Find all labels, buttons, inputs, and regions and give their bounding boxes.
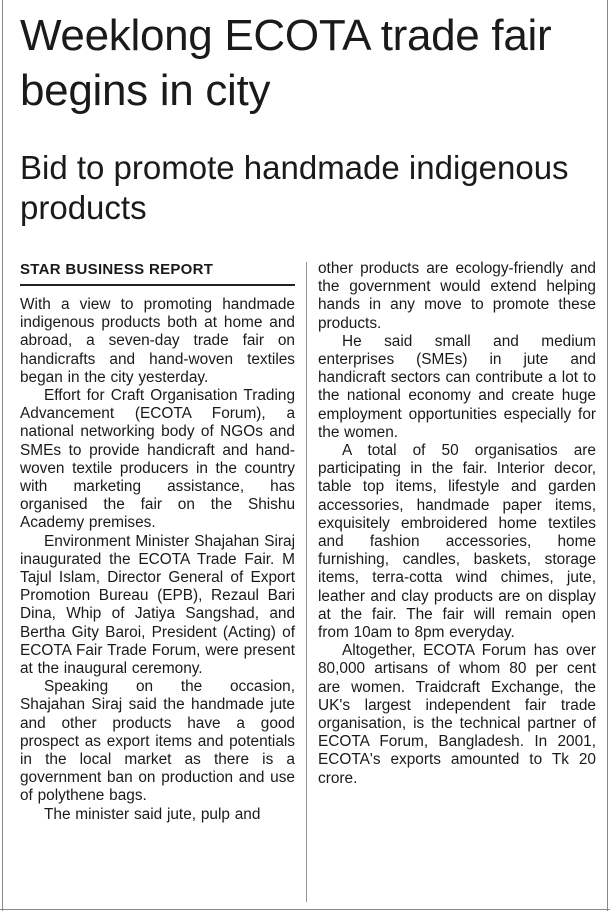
paragraph: Speaking on the occasion, Shajahan Siraj said the handmade jute and other products have a good prospect as export items and potentials in the local market as there is a government ban on production and use of polythene bags. — [20, 678, 295, 805]
page-border-left — [2, 0, 3, 911]
page-border-right — [607, 0, 608, 911]
page-border-bottom — [0, 909, 610, 910]
paragraph: Altogether, ECOTA Forum has over 80,000 artisans of whom 80 per cent are women. Traidcraft Exchange, the UK's largest independent fair trade organisation, is the technical partner of ECOTA Forum, Bangladesh. In 2001, ECOTA's exports amounted to Tk 20 crore. — [318, 642, 596, 787]
paragraph: A total of 50 organisatios are participating in the fair. Interior decor, table top items, lifestyle and garden accessories, handmade paper items, exquisitely embroidered home textiles and fashion accessories, home furnishing, candles, baskets, storage items, terra-cotta wind chimes, jute, leather and clay products are on display at the fair. The fair will remain open from 10am to 8pm everyday. — [318, 442, 596, 642]
byline: STAR BUSINESS REPORT — [20, 261, 214, 278]
paragraph: He said small and medium enterprises (SMEs) in jute and handicraft sectors can contribute a lot to the national economy and create huge employment opportunities especially for the women. — [318, 332, 596, 441]
paragraph: The minister said jute, pulp and — [44, 805, 261, 823]
article-column-right — [318, 260, 596, 788]
paragraph: Environment Minister Shajahan Siraj inaugurated the ECOTA Trade Fair. M Tajul Islam, Director General of Export Promotion Bureau (EPB), Rezaul Bari Dina, Whip of Jatiya Sangshad, and Bertha Gity Baroi, President (Acting) of ECOTA Fair Trade Forum, were present at the inaugural ceremony. — [20, 532, 295, 678]
paragraph: other products are ecology-friendly and the government would extend helping hands in any move to promote these products. — [318, 260, 596, 332]
byline-rule — [20, 284, 295, 286]
subheadline: Bid to promote handmade indigenous products — [20, 149, 569, 226]
column-divider — [306, 262, 307, 902]
paragraph: With a view to promoting handmade indigenous products both at home and abroad, a seven-day trade fair on handicrafts and hand-woven textiles began in the city yesterday. — [20, 296, 295, 386]
paragraph: Effort for Craft Organisation Trading Advancement (ECOTA Forum), a national networking body of NGOs and SMEs to provide handicraft and hand-woven textile producers in the country with marketing assistance, has organised the fair on the Shishu Academy premises. — [20, 387, 295, 532]
headline: Weeklong ECOTA trade fair begins in city — [20, 11, 552, 115]
article-column-left — [20, 296, 295, 824]
